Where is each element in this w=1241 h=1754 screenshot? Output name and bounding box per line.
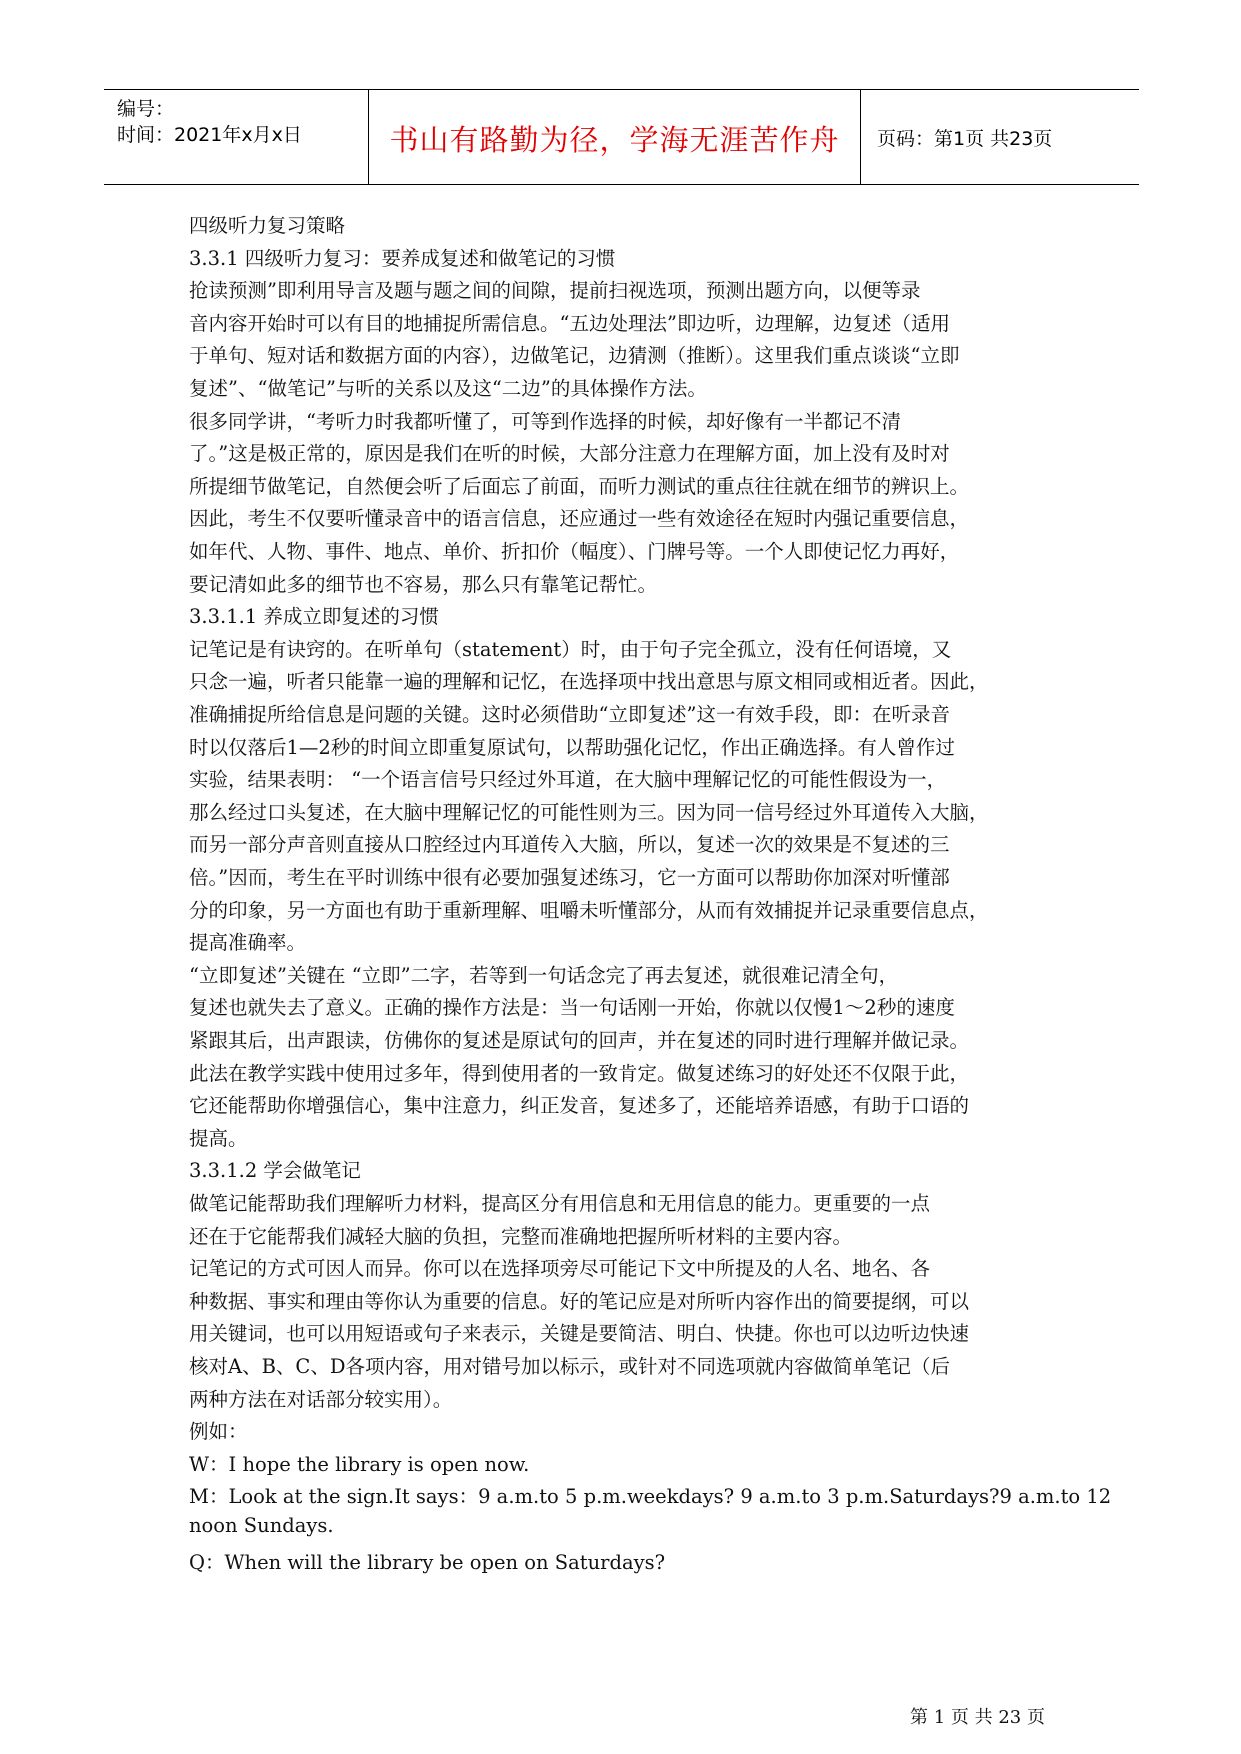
body-line: 复述”、“做笔记”与听的关系以及这“二边”的具体操作方法。	[189, 377, 707, 400]
header-page-info: 页码：第1页 共23页	[877, 128, 1053, 150]
body-line: 还在于它能帮我们减轻大脑的负担，完整而准确地把握所听材料的主要内容。	[189, 1224, 853, 1248]
body-line: 准确捕捉所给信息是问题的关键。这时必须借助“立即复述”这一有效手段，即：在听录音	[189, 703, 950, 726]
body-line: 所提细节做笔记，自然便会听了后面忘了前面，而听力测试的重点往往就在细节的辨识上。	[189, 474, 970, 498]
body-line: W：I hope the library is open now.	[189, 1452, 530, 1476]
body-line: 记笔记的方式可因人而异。你可以在选择项旁尽可能记下文中所提及的人名、地名、各	[189, 1257, 931, 1281]
body-line: 3.3.1.1 养成立即复述的习惯	[189, 605, 439, 629]
body-line: 复述也就失去了意义。正确的操作方法是：当一句话刚一开始，你就以仅慢1～2秒的速度	[189, 996, 955, 1020]
body-line: 四级听力复习策略	[189, 214, 346, 237]
body-line: 核对A、B、C、D各项内容，用对错号加以标示，或针对不同选项就内容做简单笔记（后	[189, 1355, 950, 1378]
body-line: 因此，考生不仅要听懂录音中的语言信息，还应通过一些有效途径在短时内强记重要信息，	[189, 507, 970, 531]
header-motto-cell	[369, 90, 861, 184]
body-line: 做笔记能帮助我们理解听力材料，提高区分有用信息和无用信息的能力。更重要的一点	[189, 1192, 931, 1215]
body-line: 了。”这是极正常的，原因是我们在听的时候，大部分注意力在理解方面，加上没有及时对	[189, 442, 950, 466]
body-line: M：Look at the sign.It says：9 a.m.to 5 p.m.weekdays? 9 a.m.to 3 p.m.Saturdays?9 a.m.to 12	[189, 1485, 1112, 1509]
body-line: 例如：	[189, 1420, 248, 1444]
body-line: 分的印象，另一方面也有助于重新理解、咀嚼未听懂部分，从而有效捕捉并记录重要信息点，	[189, 898, 989, 922]
body-line: 那么经过口头复述，在大脑中理解记忆的可能性则为三。因为同一信号经过外耳道传入大脑，	[189, 800, 989, 824]
body-line: 3.3.1.2 学会做笔记	[189, 1159, 361, 1183]
header-left-cell	[104, 90, 369, 184]
body-line: 它还能帮助你增强信心，集中注意力，纠正发音，复述多了，还能培养语感，有助于口语的	[189, 1094, 970, 1118]
body-line: 两种方法在对话部分较实用）。	[189, 1387, 453, 1411]
body-line: 实验，结果表明： “一个语言信号只经过外耳道，在大脑中理解记忆的可能性假设为一，	[189, 768, 947, 792]
header-page-cell	[861, 90, 1139, 184]
body-line: 时以仅落后1—2秒的时间立即重复原试句，以帮助强化记忆，作出正确选择。有人曾作过	[189, 735, 955, 759]
body-line: 要记清如此多的细节也不容易，那么只有靠笔记帮忙。	[189, 572, 658, 596]
body-line: 抢读预测”即利用导言及题与题之间的间隙，提前扫视选项，预测出题方向，以便等录	[189, 279, 921, 303]
body-line: 记笔记是有诀窍的。在听单句（statement）时，由于句子完全孤立，没有任何语境，又	[189, 637, 952, 661]
header-motto: 书山有路勤为径，学海无涯苦作舟	[389, 123, 840, 157]
body-line: noon Sundays.	[189, 1514, 334, 1537]
body-line: 提高。	[189, 1126, 248, 1150]
body-line: Q：When will the library be open on Saturdays?	[189, 1550, 666, 1574]
body-line: 3.3.1 四级听力复习：要养成复述和做笔记的习惯	[189, 246, 616, 270]
body-line: 用关键词，也可以用短语或句子来表示，关键是要简洁、明白、快捷。你也可以边听边快速	[189, 1322, 970, 1346]
body-line: 如年代、人物、事件、地点、单价、折扣价（幅度）、门牌号等。一个人即使记忆力再好，	[189, 540, 960, 563]
page-footer: 第 1 页 共 23 页	[910, 1707, 1045, 1728]
body-line: 音内容开始时可以有目的地捕捉所需信息。“五边处理法”即边听，边理解，边复述（适用	[189, 311, 950, 335]
body-line: 而另一部分声音则直接从口腔经过内耳道传入大脑，所以，复述一次的效果是不复述的三	[189, 833, 950, 857]
body-line: 于单句、短对话和数据方面的内容），边做笔记，边猜测（推断）。这里我们重点谈谈“立即	[189, 344, 960, 368]
body-line: 只念一遍，听者只能靠一遍的理解和记忆，在选择项中找出意思与原文相同或相近者。因此，	[189, 670, 989, 694]
body-line: 种数据、事实和理由等你认为重要的信息。好的笔记应是对所听内容作出的简要提纲，可以	[189, 1289, 970, 1313]
serial-label: 编号：	[117, 98, 175, 120]
body-line: 此法在教学实践中使用过多年，得到使用者的一致肯定。做复述练习的好处还不仅限于此，	[189, 1061, 970, 1085]
body-line: 提高准确率。	[189, 931, 307, 955]
body-line: “立即复述”关键在 “立即”二字，若等到一句话念完了再去复述，就很难记清全句，	[189, 963, 899, 987]
page-header	[104, 89, 1139, 185]
time-label: 时间：2021年x月x日	[117, 124, 302, 146]
body-line: 很多同学讲，“考听力时我都听懂了，可等到作选择的时候，却好像有一半都记不清	[189, 409, 901, 433]
body-line: 紧跟其后，出声跟读，仿佛你的复述是原试句的回声，并在复述的同时进行理解并做记录。	[189, 1029, 970, 1052]
body-line: 倍。”因而，考生在平时训练中很有必要加强复述练习，它一方面可以帮助你加深对听懂部	[189, 866, 950, 889]
